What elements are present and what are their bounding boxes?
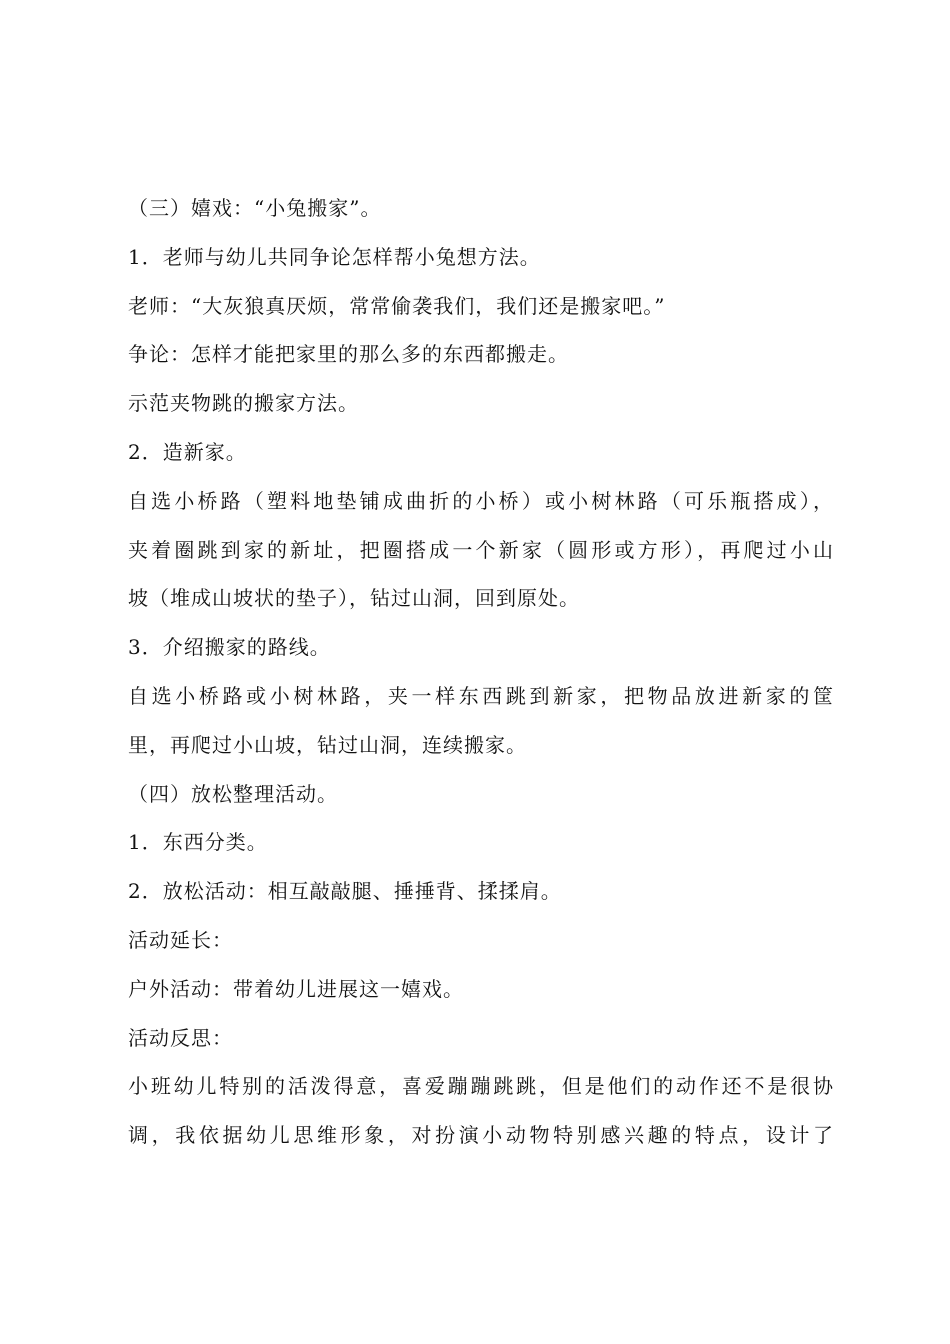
paragraph-line: 2．放松活动：相互敲敲腿、捶捶背、揉揉肩。 [128, 879, 562, 904]
paragraph-line: 3．介绍搬家的路线。 [128, 635, 331, 660]
paragraph-line: 户外活动：带着幼儿进展这一嬉戏。 [128, 976, 464, 1001]
section-label-reflection: 活动反思： [128, 1025, 233, 1050]
paragraph-line: 小班幼儿特别的活泼得意，喜爱蹦蹦跳跳，但是他们的动作还不是很协 [128, 1074, 833, 1099]
paragraph-line: 调，我依据幼儿思维形象，对扮演小动物特别感兴趣的特点，设计了 [128, 1123, 833, 1148]
paragraph-line: 老师：“大灰狼真厌烦，常常偷袭我们，我们还是搬家吧。” [128, 293, 666, 318]
document-body [128, 191, 833, 1167]
paragraph-line: 1．东西分类。 [128, 830, 268, 855]
paragraph-line: 自选小桥路（塑料地垫铺成曲折的小桥）或小树林路（可乐瓶搭成）， [128, 488, 833, 513]
paragraph-line: 夹着圈跳到家的新址，把圈搭成一个新家（圆形或方形），再爬过小山 [128, 537, 833, 562]
section-heading-relax: （四）放松整理活动。 [128, 781, 338, 806]
paragraph-line: 自选小桥路或小树林路，夹一样东西跳到新家，把物品放进新家的筐 [128, 683, 833, 708]
paragraph-line: 1．老师与幼儿共同争论怎样帮小兔想方法。 [128, 244, 541, 269]
paragraph-line: 坡（堆成山坡状的垫子），钻过山洞，回到原处。 [128, 586, 580, 611]
section-heading-game: （三）嬉戏：“小兔搬家”。 [128, 196, 382, 220]
paragraph-line: 里，再爬过小山坡，钻过山洞，连续搬家。 [128, 732, 527, 757]
paragraph-line: 争论：怎样才能把家里的那么多的东西都搬走。 [128, 342, 569, 367]
section-label-extension: 活动延长： [128, 927, 233, 952]
paragraph-line: 2．造新家。 [128, 439, 247, 464]
paragraph-line: 示范夹物跳的搬家方法。 [128, 391, 359, 416]
